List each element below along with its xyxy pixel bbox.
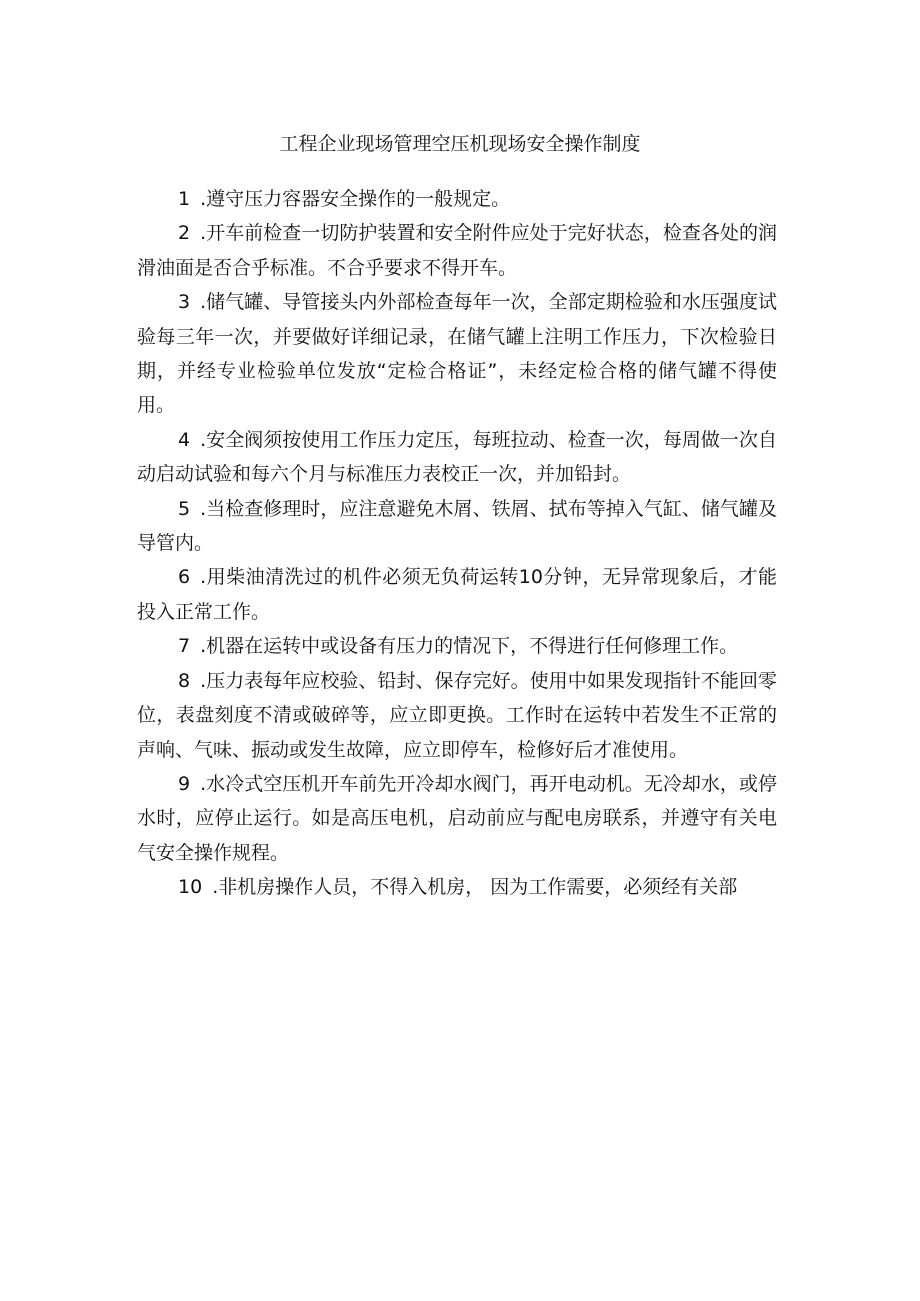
list-item (137, 216, 777, 285)
item-text: .非机房操作人员，不得入机房， 因为工作需要，必须经有关部 (212, 876, 738, 899)
list-item (137, 492, 777, 561)
item-number: 6 (178, 566, 191, 589)
item-text: .储气罐、导管接头内外部检查每年一次，全部定期检验和水压强度试验每三年一次，并要做好详细记录，在储气罐上注明工作压力，下次检验日期，并经专业检验单位发放“定检合格证”，未经定检合格的储气罐不得使用。 (137, 291, 777, 417)
item-number: 2 (178, 222, 191, 245)
item-text: .当检查修理时，应注意避免木屑、铁屑、拭布等掉入气缸、储气罐及导管内。 (137, 497, 777, 555)
item-number: 9 (178, 772, 191, 795)
list-item (137, 767, 777, 870)
item-number: 5 (178, 497, 191, 520)
list-item (137, 664, 777, 767)
item-text: .水冷式空压机开车前先开冷却水阀门，再开电动机。无冷却水，或停水时，应停止运行。如是高压电机，启动前应与配电房联系，并遵守有关电气安全操作规程。 (137, 772, 777, 864)
item-number: 10 (178, 876, 203, 899)
document-title: 工程企业现场管理空压机现场安全操作制度 (279, 133, 641, 155)
item-number: 1 (178, 188, 191, 210)
item-number: 7 (178, 635, 191, 658)
item-number: 3 (178, 291, 191, 314)
item-text: .安全阀须按使用工作压力定压，每班拉动、检查一次，每周做一次自动启动试验和每六个月与标准压力表校正一次，并加铅封。 (137, 428, 777, 486)
list-item (137, 560, 777, 629)
item-text: .开车前检查一切防护装置和安全附件应处于完好状态，检查各处的润滑油面是否合乎标准。不合乎要求不得开车。 (137, 222, 777, 279)
document-body (137, 182, 777, 905)
list-item (137, 629, 777, 663)
item-text: .机器在运转中或设备有压力的情况下，不得进行任何修理工作。 (200, 635, 739, 658)
item-text: .压力表每年应校验、铅封、保存完好。使用中如果发现指针不能回零位，表盘刻度不清或破碎等，应立即更换。工作时在运转中若发生不正常的声响、气味、振动或发生故障，应立即停车，检修好后才准使用。 (137, 669, 777, 761)
item-number: 4 (178, 428, 191, 451)
list-item (137, 870, 777, 904)
list-item (137, 423, 777, 492)
list-item (137, 182, 777, 216)
item-text: .遵守压力容器安全操作的一般规定。 (200, 188, 511, 210)
item-text: .用柴油清洗过的机件必须无负荷运转10分钟，无异常现象后，才能投入正常工作。 (137, 566, 777, 623)
list-item (137, 285, 777, 423)
item-number: 8 (178, 669, 191, 692)
